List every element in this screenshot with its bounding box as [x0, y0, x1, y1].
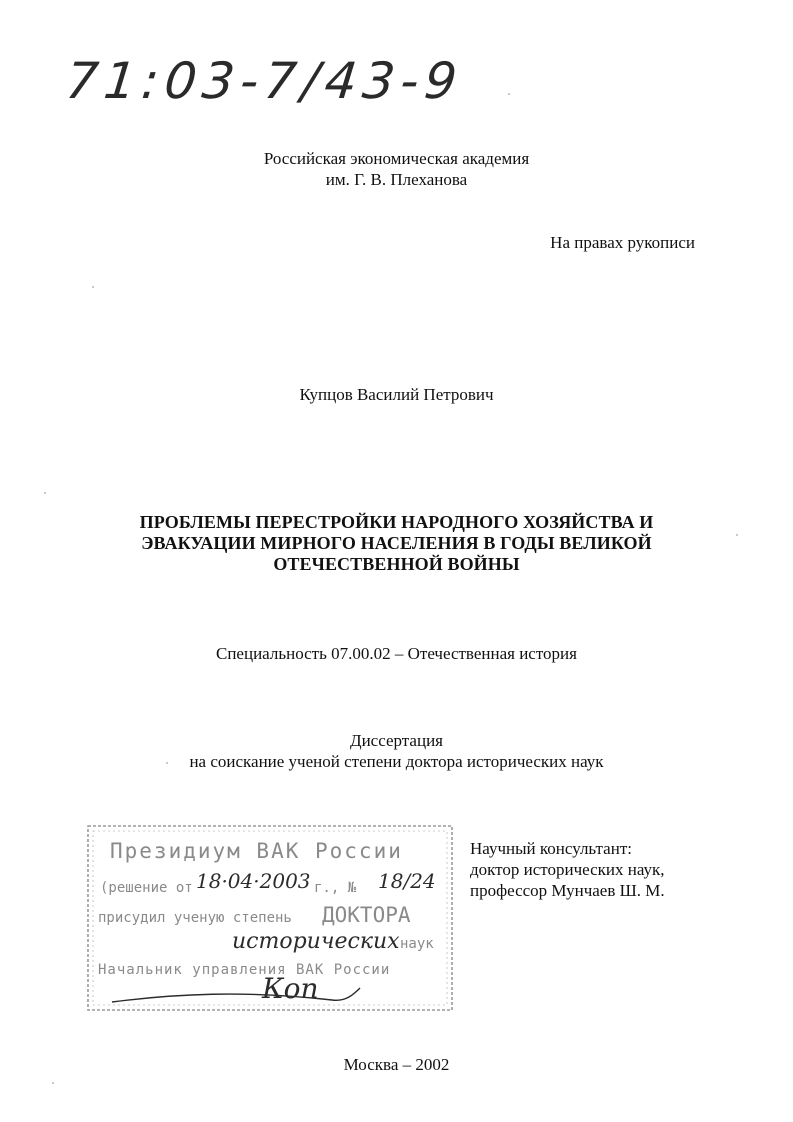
stamp-decision-number: 18/24: [378, 869, 436, 893]
organization-honoree: им. Г. В. Плеханова: [325, 170, 468, 189]
dissertation-label: Диссертация: [349, 731, 443, 750]
stamp-signature-stroke: [112, 988, 360, 1002]
city-year: Москва – 2002: [343, 1055, 450, 1074]
title-line-3: ОТЕЧЕСТВЕННОЙ ВОЙНЫ: [273, 554, 520, 574]
specialty: Специальность 07.00.02 – Отечественная история: [216, 644, 577, 663]
dissertation-info: [0, 730, 793, 772]
stamp-science-field: исторических: [232, 929, 400, 954]
stamp-decision-prefix: (решение от: [100, 880, 193, 896]
title-line-2: ЭВАКУАЦИИ МИРНОГО НАСЕЛЕНИЯ В ГОДЫ ВЕЛИКОЙ: [141, 533, 652, 553]
stamp-decision-date: 18·04·2003: [196, 869, 311, 893]
archive-code-text: 71:03-7/43-9: [63, 51, 466, 110]
consultant-name: профессор Мунчаев Ш. М.: [470, 881, 665, 900]
author-name: Купцов Василий Петрович: [299, 385, 494, 404]
stamp-awarded-label: присудил ученую степень: [98, 910, 292, 926]
stamp-signature: Коп: [262, 972, 319, 1005]
vak-stamp-graphic: [84, 822, 456, 1014]
organization-block: [0, 148, 793, 190]
scan-speck: [92, 286, 94, 288]
stamp-degree: ДОКТОРА: [322, 903, 411, 927]
organization-name: Российская экономическая академия: [263, 149, 530, 168]
stamp-year-suffix: г., №: [314, 880, 357, 896]
title-line-1: ПРОБЛЕМЫ ПЕРЕСТРОЙКИ НАРОДНОГО ХОЗЯЙСТВА И: [139, 512, 654, 532]
consultant-degree: доктор исторических наук,: [470, 860, 665, 879]
stamp-science-suffix: наук: [400, 936, 434, 952]
rights-note: На правах рукописи: [550, 233, 695, 252]
scan-speck: [508, 93, 510, 95]
stamp-chief-label: Начальник управления ВАК России: [98, 962, 391, 978]
dissertation-degree: на соискание ученой степени доктора исторических наук: [189, 752, 604, 771]
scientific-consultant: [470, 838, 665, 901]
dissertation-title: [0, 512, 793, 575]
scan-speck: [52, 1082, 54, 1084]
archive-code-handwriting: [63, 46, 466, 116]
scan-speck: [44, 492, 46, 494]
consultant-label: Научный консультант:: [470, 839, 632, 858]
archive-code: [63, 46, 466, 116]
stamp-header: Президиум ВАК России: [110, 839, 403, 863]
vak-stamp: [84, 822, 456, 1014]
